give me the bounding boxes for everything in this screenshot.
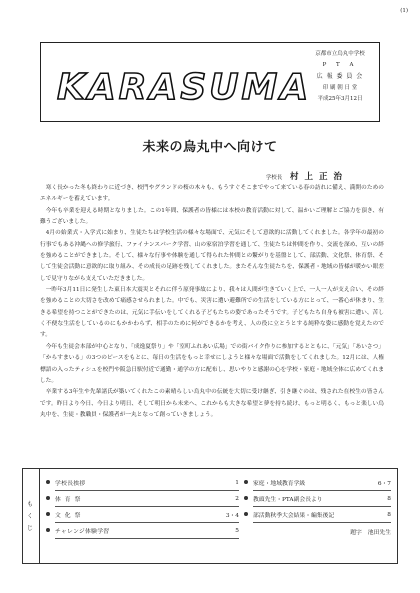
author-role: 学校長 [265,175,283,181]
contents-item-page: 3・4 [225,513,239,519]
contents-right-column [253,475,391,539]
printer-name: 印 刷 朝 日 堂 [322,84,358,91]
contents-item[interactable] [55,491,239,507]
paragraph: 卒業する3年生や先輩諸氏が築いてくれたこの素晴らしい烏丸中の伝統を大切に受け継ぎ、引き継ぐのは、残された在校生の皆さんです。昨日より今日、今日より明日、そして明日から未来へ、これからも大きな希望と夢を持ち続け、もっと明るく、もっと楽しい烏丸中を、生徒・教職員・保護者が一丸となって創っていきましょう。 [40,389,384,418]
contents-item-title: 学校長挨拶 [55,481,86,487]
contents-label-char: じ [27,525,34,532]
paragraph: 寒く長かった冬も終わりに近づき、校門やグランドの桜の木々も、もうすぐそこまでやって来ている春の訪れに備え、満開のためのエネルギーを蓄えています。 [40,185,384,203]
bullet-icon [46,512,50,516]
paragraph: 4月の始業式・入学式に始まり、生徒たちは学校生活の様々な場面で、元気にそして意欲的に活動してくれました。各学年の最初の行事でもある沖縄への修学旅行、ファイナンスパーク学習、山の家宿泊学習を通して、生徒たちは仲間を作り、交流を深め、互いの絆を強めることができました。そして、様々な行事や体験を通して得られた仲間との繋がりを基盤として、部活動、文化祭、体育祭、そして生徒会活動に意欲的に取り組み、その成長の足跡を残してくれました。またそんな生徒たちを、保護者・地域の皆様が暖かい眼差しで見守りながら支えていただきました。 [40,230,384,282]
table-of-contents [22,468,398,564]
calligraphy-credit [253,523,391,539]
contents-item[interactable] [253,475,391,491]
contents-item-title: 部活動秋季大会結果・編集後記 [253,513,335,519]
school-name: 京都市立烏丸中学校 [315,51,365,57]
contents-item-title: 文化祭 [55,513,85,519]
contents-item-page: 8 [387,495,391,502]
contents-label-char: く [27,513,34,520]
contents-label-char: も [27,501,34,508]
logo-text: KARASUMA [57,67,312,108]
publisher-info [307,49,373,105]
karasuma-logo [55,65,312,108]
contents-item-title: 体育祭 [55,497,85,503]
bullet-icon [46,480,50,484]
contents-item[interactable] [55,523,239,539]
article-author [266,170,348,182]
contents-item[interactable] [55,475,239,491]
contents-item[interactable] [55,507,239,523]
contents-item-title: チャレンジ体験学習 [55,529,110,535]
contents-left-column [55,475,239,539]
calligraphy-label: 題字 [350,529,362,536]
contents-item-title: 家庭・地域教育学級 [253,481,306,487]
contents-item[interactable] [253,491,391,507]
issue-date: 平成25年3月12日 [317,95,363,102]
contents-label [23,469,40,563]
bullet-icon [46,496,50,500]
contents-item-page: 6・7 [377,481,391,487]
logo-lettering [55,65,312,108]
article-title: 未来の烏丸中へ向けて [142,140,278,155]
contents-item[interactable] [253,507,391,523]
contents-item-page: 5 [235,527,239,534]
masthead [40,42,380,122]
paragraph: 一昨年3月11日に発生した東日本大震災とそれに伴う原発事故により、我々は人間が生きていく上で、一人一人が支え合い、その絆を強めることの大切さを改めて痛感させられました。中でも、災害に遭い避難所での生活をしている方にとって、一番心が休まり、生きる希望を持つことができたのは、元気に手伝いをしてくれる子どもたちの姿であったそうです。子どもたち自身も被害に遭い、苦しく不便な生活をしているのにもかかわらず、相手のために何ができるかを考え、人の役に立とうとする純粋な姿に感動を覚えたのです。 [40,287,384,339]
bullet-icon [244,512,248,516]
pta-label: P T A [322,62,358,69]
bullet-icon [244,480,248,484]
contents-item-page: 8 [387,511,391,518]
contents-item-title: 教頭先生・PTA副会長より [253,497,323,503]
paragraph: 今年も生徒会本部が中心となり、「成逸夏祭り」や「室町ふれあい広場」での街バイク作りに参加するとともに、「元気」「あいさつ」「からすまいる」の3つのピースをもとに、毎日の生活をもっと幸せにしようと様々な場面で活動をしてくれました。12月には、人権標語の入ったティシュを校門や阪急日駅付近で通勤・通学の方に配布し、思いやりと感謝の心を学校・家庭・地域全体に広めてくれました。 [40,343,384,384]
page-number: (1) [400,8,408,14]
contents-item-page: 1 [235,479,239,486]
author-name: 村上正治 [289,172,348,182]
bullet-icon [244,496,248,500]
contents-item-page: 2 [235,495,239,502]
bullet-icon [46,528,50,532]
paragraph: 今年も卒業を迎える時期となりました。この1年間、保護者の皆様には本校の教育活動に対して、温かいご理解とご協力を頂き、有難うございました。 [40,207,384,226]
article-body [40,183,384,421]
calligraphy-name: 池田先生 [367,529,391,536]
committee-name: 広 報 委 員 会 [316,73,364,81]
